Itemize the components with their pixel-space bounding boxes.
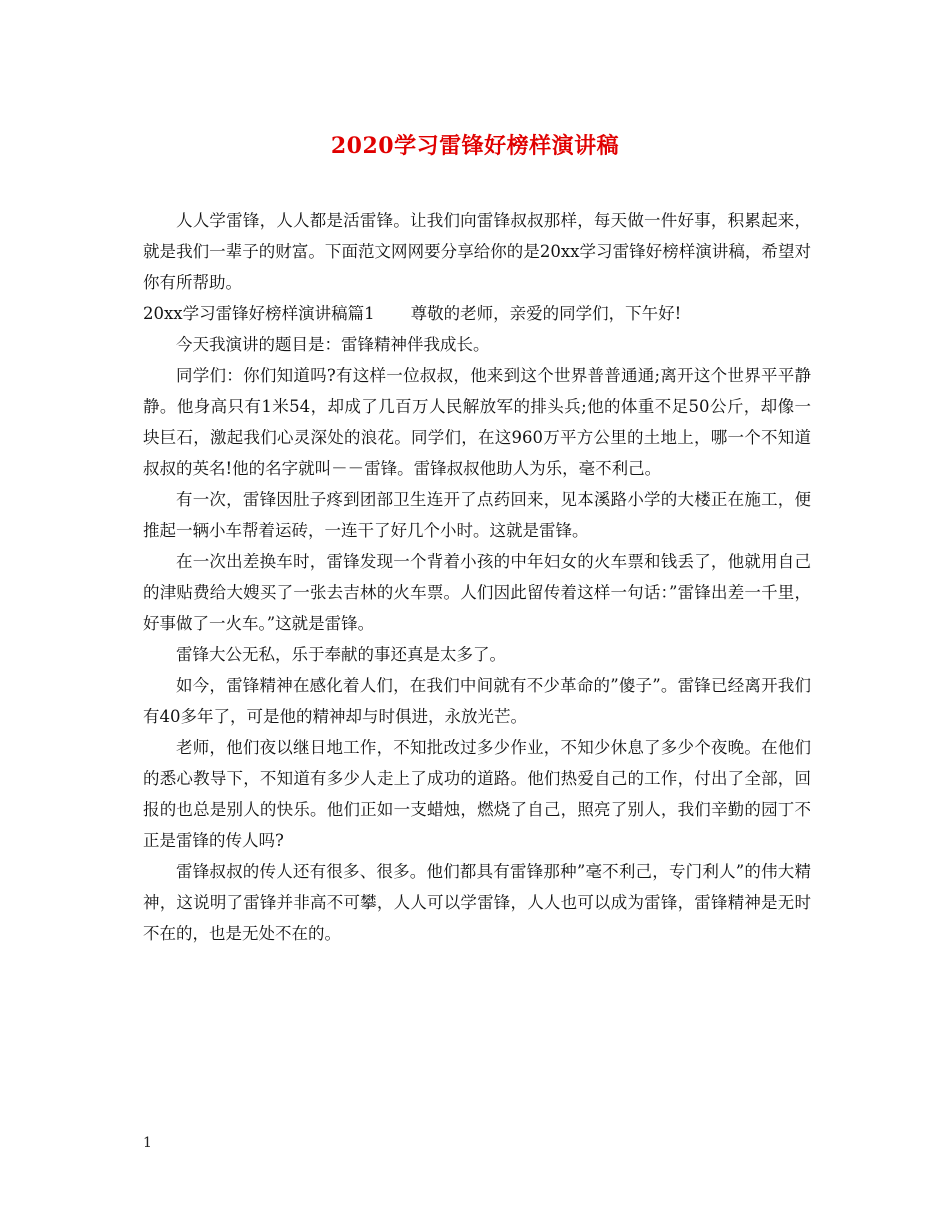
body-paragraph: 如今，雷锋精神在感化着人们，在我们中间就有不少革命的”傻子”。雷锋已经离开我们有40多年了，可是他的精神却与时俱进，永放光芒。 [143,676,811,726]
page-number: 1 [143,1135,152,1151]
intro-paragraph: 人人学雷锋，人人都是活雷锋。让我们向雷锋叔叔那样，每天做一件好事，积累起来，就是我们一辈子的财富。下面范文网网要分享给你的是20xx学习雷锋好榜样演讲稿，希望对你有所帮助。 [143,211,811,292]
body-paragraph: 在一次出差换车时，雷锋发现一个背着小孩的中年妇女的火车票和钱丢了，他就用自己的津贴费给大嫂买了一张去吉林的火车票。人们因此留传着这样一句话：”雷锋出差一千里，好事做了一火车。”这就是雷锋。 [143,552,811,633]
section-heading-line [143,298,811,329]
document-title: 2020学习雷锋好榜样演讲稿 [330,133,620,159]
body-paragraph: 有一次，雷锋因肚子疼到团部卫生连开了点药回来，见本溪路小学的大楼正在施工，便推起一辆小车帮着运砖，一连干了好几个小时。这就是雷锋。 [143,490,811,540]
body-paragraph: 老师，他们夜以继日地工作，不知批改过多少作业，不知少休息了多少个夜晚。在他们的悉心教导下，不知道有多少人走上了成功的道路。他们热爱自己的工作，付出了全部，回报的也总是别人的快乐。他们正如一支蜡烛，燃烧了自己，照亮了别人，我们辛勤的园丁不正是雷锋的传人吗? [143,738,811,850]
body-paragraph: 同学们：你们知道吗?有这样一位叔叔，他来到这个世界普普通通;离开这个世界平平静静。他身高只有1米54，却成了几百万人民解放军的排头兵;他的体重不足50公斤，却像一块巨石，激起我们心灵深处的浪花。同学们，在这960万平方公里的土地上，哪一个不知道叔叔的英名!他的名字就叫－－雷锋。雷锋叔叔他助人为乐，毫不利己。 [143,366,811,478]
greeting: 尊敬的老师，亲爱的同学们，下午好! [410,304,682,323]
speech-topic-paragraph: 今天我演讲的题目是：雷锋精神伴我成长。 [176,335,490,354]
body-paragraph: 雷锋叔叔的传人还有很多、很多。他们都具有雷锋那种”毫不利己，专门利人”的伟大精神，这说明了雷锋并非高不可攀，人人可以学雷锋，人人也可以成为雷锋，雷锋精神是无时不在的，也是无处不在的。 [143,862,811,943]
document-body [143,205,811,949]
body-paragraph: 雷锋大公无私，乐于奉献的事还真是太多了。 [176,645,506,664]
section-heading: 20xx学习雷锋好榜样演讲稿篇1 [143,304,375,323]
